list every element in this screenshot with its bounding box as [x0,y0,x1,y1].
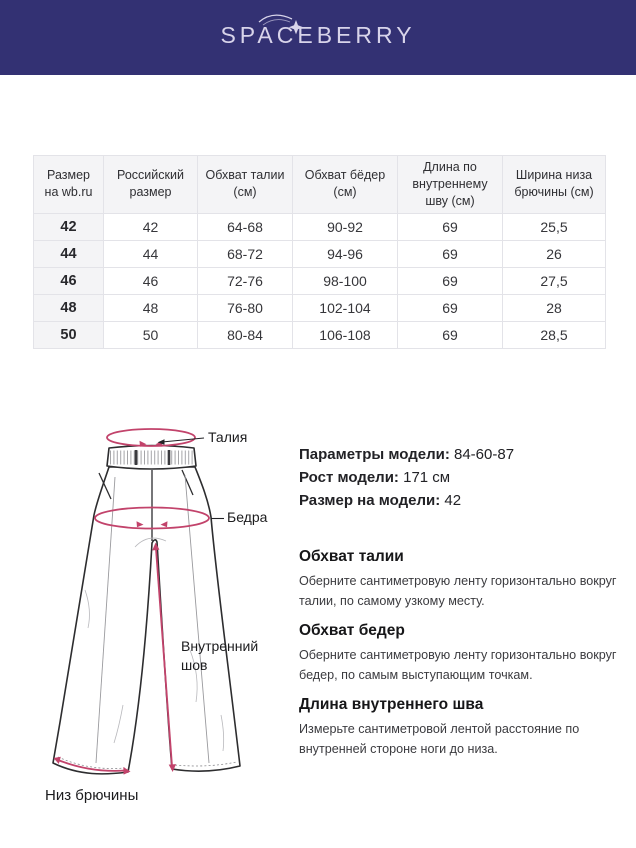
size-row-44 [34,240,606,267]
col-header-hips: Обхват бёдер (см) [293,156,398,214]
cell-size: 50 [34,321,104,348]
cell-hips: 102-104 [293,294,398,321]
model-params-value: 84-60-87 [454,446,515,463]
model-size-label: Размер на модели: [299,492,441,509]
guide-section-inseam [299,695,621,759]
size-table-header-row [34,156,606,214]
guide-section-waist [299,547,621,611]
cell-ru-size: 42 [104,213,198,240]
model-size-value: 42 [444,492,462,509]
cell-inseam: 69 [398,240,503,267]
col-header-wb-size: Размер на wb.ru [34,156,104,214]
cell-size: 48 [34,294,104,321]
cell-hips: 106-108 [293,321,398,348]
size-row-46 [34,267,606,294]
cell-ru-size: 50 [104,321,198,348]
guide-text-waist: Оберните сантиметровую ленту горизонтально вокруг талии, по самому узкому месту. [299,574,617,608]
model-size-line [299,489,619,512]
cell-hem-width: 28,5 [503,321,606,348]
cell-waist: 72-76 [198,267,293,294]
col-header-hem-width: Ширина низа брючины (см) [503,156,606,214]
measurement-guide [299,547,621,769]
pants-sketch [25,415,305,815]
cell-hips: 94-96 [293,240,398,267]
guide-text-hips: Оберните сантиметровую ленту горизонтально вокруг бедер, по самым выступающим точкам. [299,648,617,682]
brand-logo-text: SPACEBERRY [220,22,416,48]
cell-inseam: 69 [398,213,503,240]
diagram-label-waist: Талия [208,429,248,445]
diagram-label-hips: Бедра [227,509,268,525]
model-params-label: Параметры модели: [299,446,450,463]
brand-header [0,0,636,75]
cell-hips: 98-100 [293,267,398,294]
guide-text-inseam: Измерьте сантиметровой лентой расстояние по внутренней стороне ноги до низа. [299,722,580,756]
pants-diagram [25,415,305,815]
cell-inseam: 69 [398,321,503,348]
diagram-label-hem: Низ брючины [45,787,139,804]
size-table [33,155,606,349]
cell-hem-width: 25,5 [503,213,606,240]
size-row-42 [34,213,606,240]
cell-ru-size: 44 [104,240,198,267]
cell-waist: 76-80 [198,294,293,321]
cell-ru-size: 48 [104,294,198,321]
cell-size: 44 [34,240,104,267]
col-header-waist: Обхват талии (см) [198,156,293,214]
size-row-48 [34,294,606,321]
cell-ru-size: 46 [104,267,198,294]
cell-inseam: 69 [398,267,503,294]
col-header-ru-size: Российский размер [104,156,198,214]
model-height-line [299,466,619,489]
cell-size: 42 [34,213,104,240]
cell-hem-width: 27,5 [503,267,606,294]
cell-waist: 80-84 [198,321,293,348]
cell-hem-width: 26 [503,240,606,267]
col-header-inseam: Длина по внутреннему шву (см) [398,156,503,214]
guide-section-hips [299,621,621,685]
model-params-line [299,443,619,466]
cell-inseam: 69 [398,294,503,321]
cell-size: 46 [34,267,104,294]
cell-hem-width: 28 [503,294,606,321]
model-height-label: Рост модели: [299,469,399,486]
model-height-value: 171 см [403,469,451,486]
size-row-50 [34,321,606,348]
cell-waist: 68-72 [198,240,293,267]
diagram-label-inseam: Внутренний шов [181,638,259,673]
cell-waist: 64-68 [198,213,293,240]
guide-title-hips: Обхват бедер [299,622,405,639]
model-info [299,443,619,512]
guide-title-inseam: Длина внутреннего шва [299,696,484,713]
guide-title-waist: Обхват талии [299,548,404,565]
cell-hips: 90-92 [293,213,398,240]
